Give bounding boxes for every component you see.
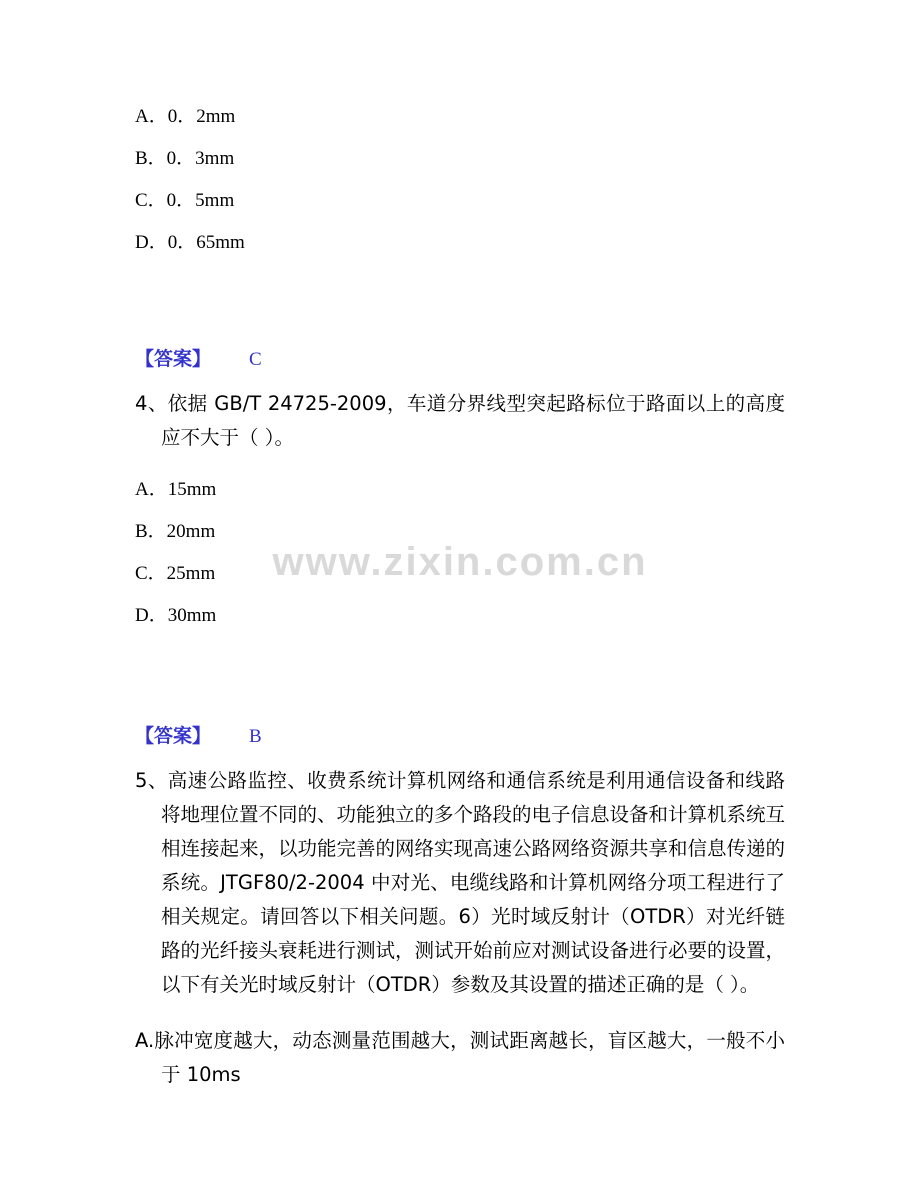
option-item: C．25mm xyxy=(135,563,216,584)
question-4-text: 4、依据 GB/T 24725-2009，车道分界线型突起路标位于路面以上的高度应不大于（ ）。 xyxy=(135,392,785,449)
page-content xyxy=(135,96,785,1092)
spacer xyxy=(135,748,785,764)
question-4-options xyxy=(135,469,785,637)
option-item: B．20mm xyxy=(135,521,216,542)
spacer xyxy=(135,639,785,701)
question-5-text: 5、高速公路监控、收费系统计算机网络和通信系统是利用通信设备和线路将地理位置不同的、功能独立的多个路段的电子信息设备和计算机系统互相连接起来，以功能完善的网络实现高速公路网络资源共享和信息传递的系统。JTGF80/2-2004 中对光、电缆线路和计算机网络分项工程进行了相关规定。请回答以下相关问题。6）光时域反射计（OTDR）对光纤链路的光纤接头衰耗进行测试，测试开始前应对测试设备进行必要的设置，以下有关光时域反射计（OTDR）参数及其设置的描述正确的是（ ）。 xyxy=(135,769,786,996)
answer-label: 【答案】 xyxy=(135,725,212,747)
answer-row-3 xyxy=(135,344,785,371)
answer-value: B xyxy=(249,726,262,747)
option-item: A．15mm xyxy=(135,479,217,500)
option-item: B．0．3mm xyxy=(135,148,235,169)
answer-row-4 xyxy=(135,721,785,748)
answer-value: C xyxy=(249,349,262,370)
answer-label: 【答案】 xyxy=(135,348,212,370)
option-item: A．0．2mm xyxy=(135,106,236,127)
question-5 xyxy=(135,764,785,1092)
question-5-options xyxy=(135,1024,785,1092)
option-item: C．0．5mm xyxy=(135,190,235,211)
option-item: D．30mm xyxy=(135,605,217,626)
question-3-options xyxy=(135,96,785,264)
spacer xyxy=(135,371,785,387)
spacer xyxy=(135,264,785,326)
option-item: D．0．65mm xyxy=(135,232,245,253)
option-item: A.脉冲宽度越大，动态测量范围越大，测试距离越长，盲区越大，一般不小于 10ms xyxy=(135,1029,785,1086)
question-4 xyxy=(135,387,785,637)
watermark-text: www.zixin.com.cn xyxy=(272,540,648,584)
